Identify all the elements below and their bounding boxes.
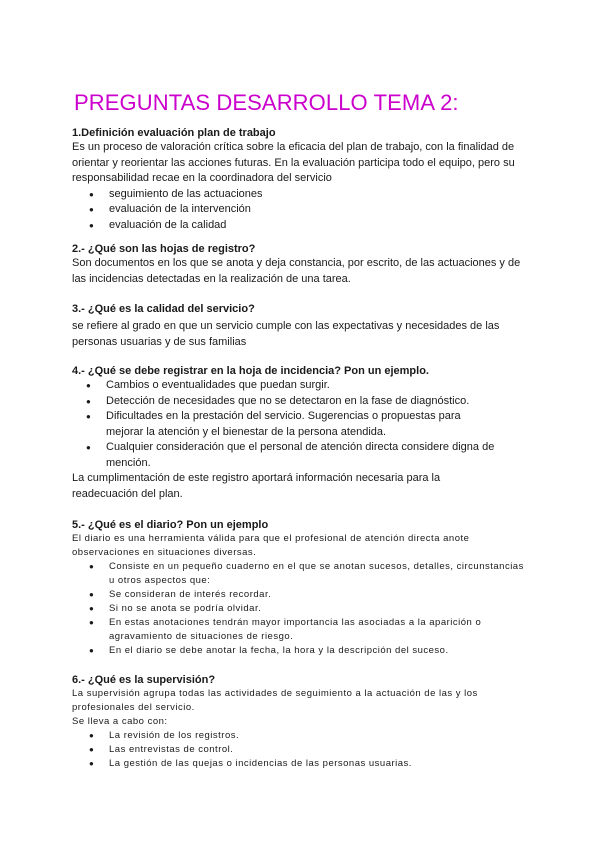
question-2: 2.- ¿Qué son las hojas de registro? bbox=[72, 243, 256, 255]
answer-line: Se lleva a cabo con: bbox=[72, 716, 168, 727]
list-item-continuation: agravamiento de situaciones de riesgo. bbox=[109, 631, 294, 642]
answer-line: se refiere al grado en que un servicio cumple con las expectativas y necesidades de las bbox=[72, 320, 500, 332]
section-1 bbox=[72, 126, 532, 233]
answer-line: profesionales del servicio. bbox=[72, 702, 195, 713]
answer-line: observaciones en situaciones diversas. bbox=[72, 547, 257, 558]
bullet-list bbox=[109, 729, 532, 771]
list-item-continuation: u otros aspectos que: bbox=[109, 575, 211, 586]
list-item: ● Dificultades en la prestación del servicio. Sugerencias o propuestas para bbox=[106, 409, 532, 425]
list-item: ● Cambios o eventualidades que puedan surgir. bbox=[106, 378, 532, 394]
list-item: ● Detección de necesidades que no se detectaron en la fase de diagnóstico. bbox=[106, 394, 532, 410]
list-item: ● evaluación de la intervención bbox=[109, 202, 532, 218]
bullet-list bbox=[106, 378, 532, 425]
list-item: ● En estas anotaciones tendrán mayor importancia las asociadas a la aparición o bbox=[109, 616, 532, 630]
answer-line: Son documentos en los que se anota y deja constancia, por escrito, de las actuaciones y de bbox=[72, 257, 521, 269]
section-3 bbox=[72, 302, 532, 350]
answer-line: Es un proceso de valoración crítica sobre la eficacia del plan de trabajo, con la finalidad de bbox=[72, 141, 515, 153]
list-item: ● seguimiento de las actuaciones bbox=[109, 187, 532, 203]
question-6: 6.- ¿Qué es la supervisión? bbox=[72, 674, 216, 686]
list-item-continuation: mejorar la atención y el bienestar de la persona atendida. bbox=[106, 425, 387, 438]
question-1: 1.Definición evaluación plan de trabajo bbox=[72, 127, 276, 139]
page-title: PREGUNTAS DESARROLLO TEMA 2: bbox=[74, 90, 459, 115]
list-item: ● Cualquier consideración que el personal de atención directa considere digna de bbox=[106, 440, 532, 456]
list-item: ● En el diario se debe anotar la fecha, la hora y la descripción del suceso. bbox=[109, 644, 532, 658]
list-item: ● La revisión de los registros. bbox=[109, 729, 532, 743]
question-5: 5.- ¿Qué es el diario? Pon un ejemplo bbox=[72, 519, 269, 531]
answer-line: responsabilidad recae en la coordinadora del servicio bbox=[72, 172, 332, 184]
list-item: ● Se consideran de interés recordar. bbox=[109, 588, 532, 602]
bullet-list bbox=[106, 440, 532, 456]
list-item: ● evaluación de la calidad bbox=[109, 218, 532, 234]
answer-line: las incidencias detectadas en la realización de una tarea. bbox=[72, 272, 351, 285]
section-5 bbox=[72, 518, 532, 658]
answer-line: personas usuarias y de sus familias bbox=[72, 335, 247, 348]
answer-line: orientar y reorientar las acciones futuras. En la evaluación participa todo el equipo, pero su bbox=[72, 156, 515, 169]
answer-line: La cumplimentación de este registro aportará información necesaria para la bbox=[72, 472, 441, 484]
answer-line: readecuación del plan. bbox=[72, 487, 183, 500]
list-item: ● Las entrevistas de control. bbox=[109, 743, 532, 757]
question-3: 3.- ¿Qué es la calidad del servicio? bbox=[72, 303, 255, 315]
bullet-list bbox=[109, 644, 532, 658]
list-item-continuation: mención. bbox=[106, 456, 151, 469]
section-4 bbox=[72, 364, 532, 502]
bullet-list bbox=[109, 588, 532, 630]
section-2 bbox=[72, 242, 532, 287]
list-item: ● Consiste en un pequeño cuaderno en el que se anotan sucesos, detalles, circunstancias bbox=[109, 560, 532, 574]
answer-line: La supervisión agrupa todas las actividades de seguimiento a la actuación de las y los bbox=[72, 688, 478, 699]
question-4: 4.- ¿Qué se debe registrar en la hoja de incidencia? Pon un ejemplo. bbox=[72, 365, 429, 377]
list-item: ● La gestión de las quejas o incidencias de las personas usuarias. bbox=[109, 757, 532, 771]
list-item: ● Si no se anota se podría olvidar. bbox=[109, 602, 532, 616]
bullet-list bbox=[109, 560, 532, 574]
bullet-list bbox=[109, 187, 532, 234]
answer-line: El diario es una herramienta válida para que el profesional de atención directa anote bbox=[72, 533, 470, 544]
section-6 bbox=[72, 673, 532, 771]
